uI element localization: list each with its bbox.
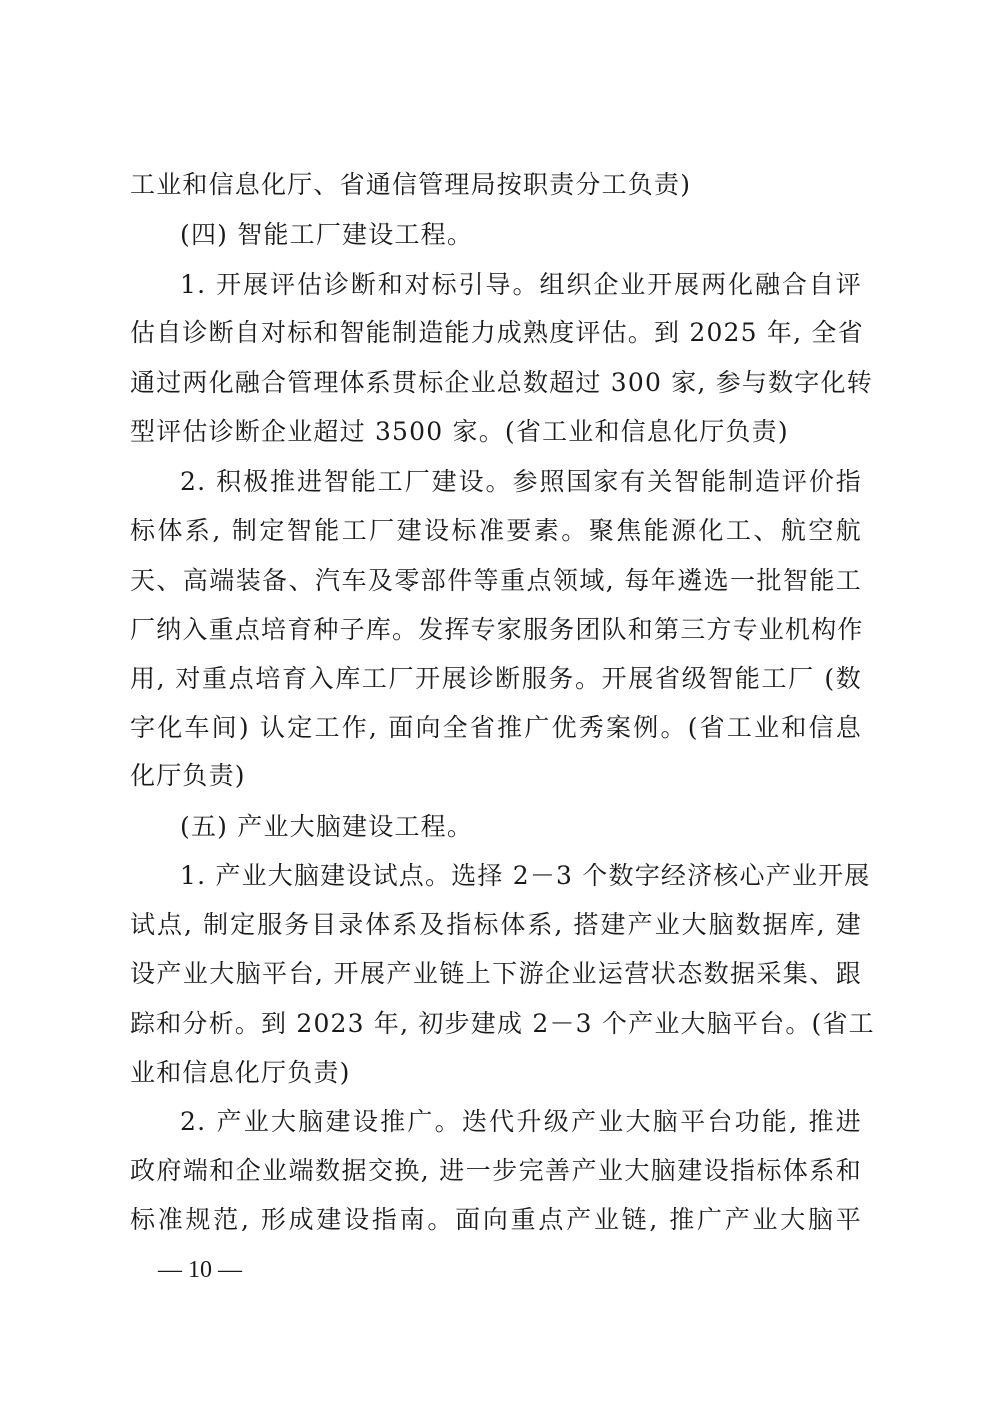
text-line: 型评估诊断企业超过 3500 家。(省工业和信息化厅负责) (130, 417, 789, 446)
text-line: 政府端和企业端数据交换, 进一步完善产业大脑建设指标体系和 (130, 1156, 862, 1185)
text-line: 工业和信息化厅、省通信管理局按职责分工负责) (130, 170, 692, 199)
text-line: 设产业大脑平台, 开展产业链上下游企业运营状态数据采集、跟 (130, 959, 862, 988)
text-line: 1. 产业大脑建设试点。选择 2－3 个数字经济核心产业开展 (180, 861, 871, 890)
text-line: 1. 开展评估诊断和对标引导。组织企业开展两化融合自评 (180, 270, 862, 299)
text-line: 试点, 制定服务目录体系及指标体系, 搭建产业大脑数据库, 建 (130, 910, 862, 939)
text-line: 厂纳入重点培育种子库。发挥专家服务团队和第三方专业机构作 (130, 615, 864, 644)
text-line: 天、高端装备、汽车及零部件等重点领域, 每年遴选一批智能工 (130, 566, 862, 595)
text-line: 2. 产业大脑建设推广。迭代升级产业大脑平台功能, 推进 (180, 1107, 862, 1136)
text-line: 标体系, 制定智能工厂建设标准要素。聚焦能源化工、航空航 (130, 516, 862, 545)
section-heading-4: (四) 智能工厂建设工程。 (180, 220, 474, 249)
text-line: 标准规范, 形成建设指南。面向重点产业链, 推广产业大脑平 (130, 1205, 862, 1234)
text-line: 估自诊断自对标和智能制造能力成熟度评估。到 2025 年, 全省 (130, 318, 864, 347)
text-line: 踪和分析。到 2023 年, 初步建成 2－3 个产业大脑平台。(省工 (130, 1009, 875, 1038)
text-line: 2. 积极推进智能工厂建设。参照国家有关智能制造评价指 (180, 467, 862, 496)
text-line: 化厅负责) (130, 761, 246, 790)
text-line: 字化车间) 认定工作, 面向全省推广优秀案例。(省工业和信息 (130, 713, 862, 742)
text-line: 通过两化融合管理体系贯标企业总数超过 300 家, 参与数字化转 (130, 368, 873, 397)
page-number: — 10 — (158, 1257, 242, 1283)
text-line: 用, 对重点培育入库工厂开展诊断服务。开展省级智能工厂 (数 (130, 664, 862, 693)
text-line: 业和信息化厅负责) (130, 1058, 351, 1087)
section-heading-5: (五) 产业大脑建设工程。 (180, 812, 474, 841)
